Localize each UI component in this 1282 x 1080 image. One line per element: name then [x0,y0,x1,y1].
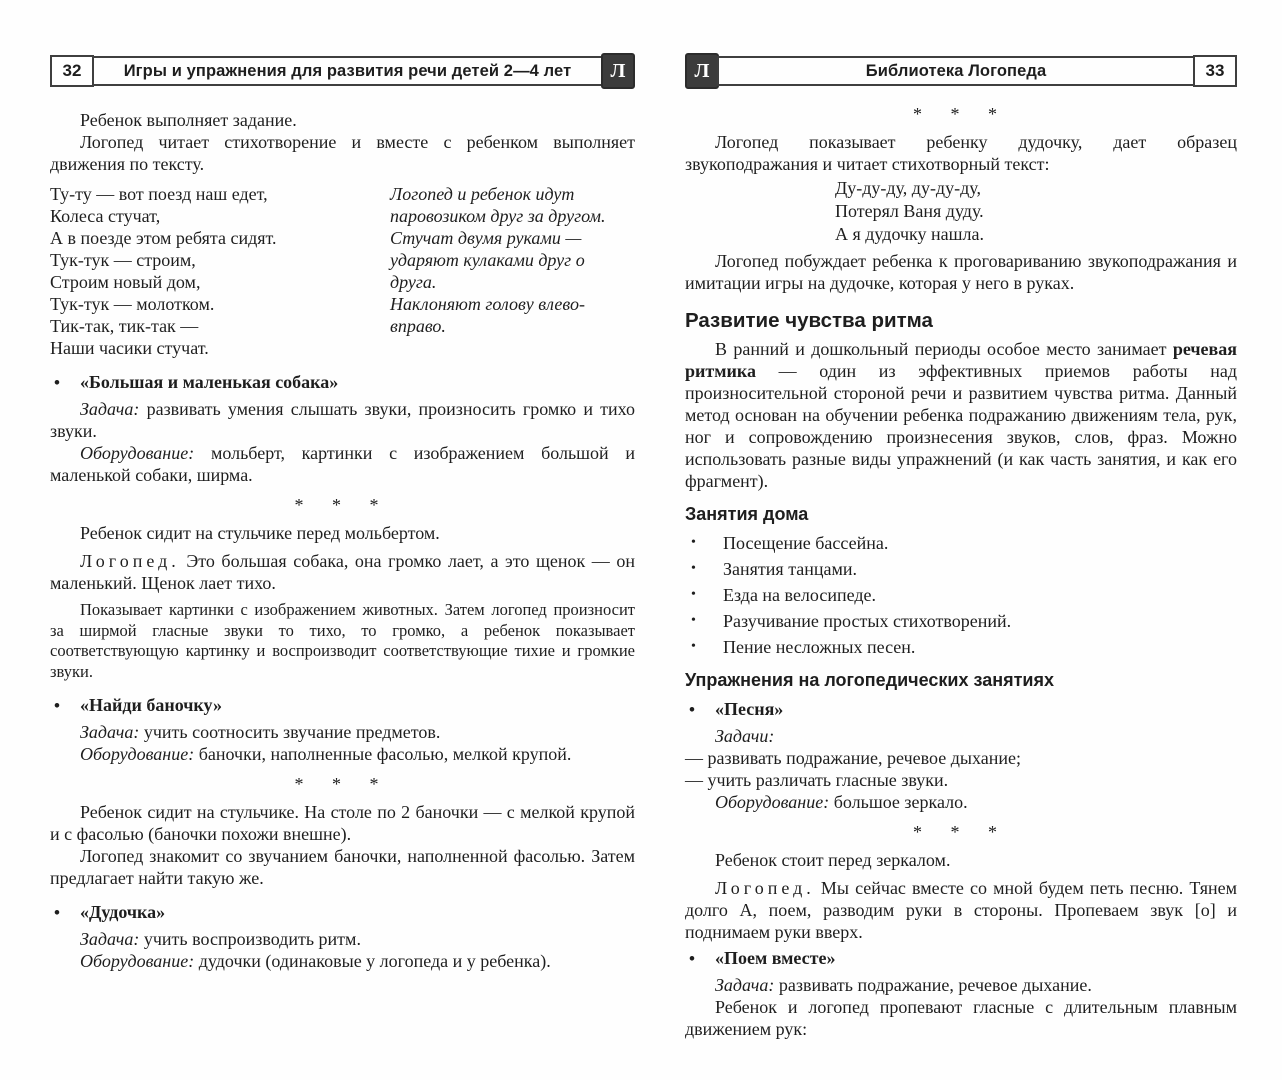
list-item [685,610,1237,632]
paragraph: Ребенок сидит на стульчике. На столе по 2 баночки — с мелкой крупой и с фасолью (баночки похожи внешне). [50,802,635,844]
subsection-heading: Занятия дома [685,504,809,524]
task-label: Задача: [80,929,140,949]
poem-line: Тук-тук — строим, [50,250,196,270]
poem-line: Тик-так, тик-так — [50,316,199,336]
subsection-heading: Упражнения на логопедических занятиях [685,670,1054,690]
task-label: Задача: [80,399,140,419]
paragraph: Ребенок стоит перед зеркалом. [715,850,951,870]
poem-actions [390,183,630,359]
equipment-text: мольберт, картинки с изображением большой и маленькой собаки, ширма. [50,443,635,485]
list-item [685,558,1237,580]
task-text: развивать подражание, речевое дыхание. [778,975,1092,995]
dash-item: — учить различать гласные звуки. [685,770,949,790]
task-text: развивать умения слышать звуки, произносить громко и тихо звуки. [50,399,635,441]
paragraph: Ребенок сидит на стульчике перед мольбертом. [80,523,440,543]
paragraph: Ребенок и логопед пропевают гласные с длительным плавным движением рук: [685,997,1237,1039]
list-item [685,584,1237,606]
paragraph [685,338,1237,492]
page-number: 33 [1193,55,1237,87]
stars-separator: * * * [294,774,391,794]
bulleted-list [685,532,1237,658]
equipment-line [50,442,635,486]
book-page-left [50,55,635,972]
dialog-text: Мы сейчас вместе со мной будем петь песню. Тянем долго А, поем, разводим руки в стороны. Пропеваем звук [о] и поднимаем руки вверх. [685,878,1237,942]
running-head-right [685,55,1237,87]
dialog-line [50,550,635,594]
running-head-left [50,55,635,87]
bullet-icon: • [691,587,696,602]
bullet-icon: • [691,639,696,654]
paragraph-post: — один из эффективных приемов работы над произносительной стороной речи и развитием чувства ритма. Данный метод основан на обучении ребенка подражанию движениям тела, рук, ног и сопровождению произнесения звуков, слов, фраз. Можно использовать разные виды упражнений (и как часть занятия, и как его фрагмент). [685,361,1237,491]
paragraph: Логопед побуждает ребенка к проговариванию звукоподражания и имитации игры на дудочке, которая у него в руках. [685,251,1237,293]
equipment-line [50,743,635,765]
stars-separator: * * * [913,822,1009,842]
equipment-line [50,950,635,972]
game-title [685,947,1237,970]
paragraph: Логопед читает стихотворение и вместе с ребенком выполняет движения по тексту. [50,132,635,174]
game-title [685,698,1237,721]
instruction-note: Показывает картинки с изображением животных. Затем логопед произносит за ширмой гласные звуки то тихо, то громко, а ребенок показывает соответствующую картинку и воспроизводит соответствующие тихие и громкие звуки. [50,600,635,681]
bullet-icon: • [691,613,696,628]
running-head-title: Библиотека Логопеда [717,56,1195,86]
equipment-text: дудочки (одинаковые у логопеда и у ребенка). [198,951,551,971]
task-text: учить воспроизводить ритм. [143,929,361,949]
paragraph: Ребенок выполняет задание. [80,110,297,130]
bullet-icon: • [54,696,60,715]
list-item-text: Езда на велосипеде. [723,585,877,605]
bullet-icon: • [54,373,60,392]
task-line [50,928,635,950]
poem-line: Строим новый дом, [50,272,201,292]
book-page-right [685,55,1237,1040]
poem-line: Наши часики стучат. [50,338,209,358]
dialog-speaker: Логопед. [80,551,180,571]
poem-action: Логопед и ребенок идут паровозиком друг за другом. [390,184,606,226]
bullet-icon: • [54,903,60,922]
equipment-text: большое зеркало. [833,792,968,812]
game-title [50,371,635,394]
task-label: Задача: [80,722,140,742]
task-label: Задача: [715,975,775,995]
poem-block [50,183,635,359]
equipment-text: баночки, наполненные фасолью, мелкой крупой. [198,744,572,764]
equipment-label: Оборудование: [80,443,195,463]
list-item [685,532,1237,554]
page-number: 32 [50,55,94,87]
publisher-logo-icon: Л [601,53,635,89]
task-line [50,721,635,743]
poem-line: Колеса стучат, [50,206,161,226]
task-line [685,974,1237,996]
poem-action: Стучат двумя руками — ударяют кулаками друг о друга. [390,228,585,292]
game-title-text: «Поем вместе» [715,948,836,968]
dialog-line [685,877,1237,943]
bullet-icon: • [689,700,695,719]
task-line [50,398,635,442]
poem-line: А в поезде этом ребята сидят. [50,228,277,248]
paragraph: Логопед показывает ребенку дудочку, дает образец звукоподражания и читает стихотворный текст: [685,132,1237,174]
equipment-label: Оборудование: [715,792,830,812]
game-title-text: «Дудочка» [80,902,166,922]
list-item-text: Разучивание простых стихотворений. [723,611,1012,631]
game-title [50,901,635,924]
tasks-label: Задачи: [715,726,775,746]
bullet-icon: • [691,535,696,550]
equipment-line [685,791,1237,813]
list-item-text: Занятия танцами. [723,559,858,579]
list-item-text: Посещение бассейна. [723,533,889,553]
poem-action: Наклоняют голову влево-вправо. [390,294,585,336]
publisher-logo-icon: Л [685,53,719,89]
bullet-icon: • [691,561,696,576]
verse-block [835,177,1237,246]
game-title-text: «Найди баночку» [80,695,222,715]
stars-separator: * * * [294,495,391,515]
paragraph-bold-term: речевая ритмика [685,339,1237,381]
equipment-label: Оборудование: [80,744,195,764]
verse-line: А я дудочку нашла. [835,224,984,244]
equipment-label: Оборудование: [80,951,195,971]
game-title [50,694,635,717]
stars-separator: * * * [913,104,1009,124]
poem-lines [50,183,390,359]
poem-line: Ту-ту — вот поезд наш едет, [50,184,268,204]
paragraph: Логопед знакомит со звучанием баночки, наполненной фасолью. Затем предлагает найти такую же. [50,846,635,888]
dialog-text: Это большая собака, она громко лает, а это щенок — он маленький. Щенок лает тихо. [50,551,635,593]
verse-line: Потерял Ваня дуду. [835,201,984,221]
section-heading: Развитие чувства ритма [685,309,933,332]
paragraph-pre: В ранний и дошкольный периоды особое место занимает [715,339,1173,359]
dash-item: — развивать подражание, речевое дыхание; [685,748,1021,768]
game-title-text: «Песня» [715,699,784,719]
list-item-text: Пение несложных песен. [723,637,916,657]
verse-line: Ду-ду-ду, ду-ду-ду, [835,178,981,198]
task-text: учить соотносить звучание предметов. [143,722,441,742]
bullet-icon: • [689,949,695,968]
game-title-text: «Большая и маленькая собака» [80,372,339,392]
dialog-speaker: Логопед. [715,878,815,898]
list-item [685,636,1237,658]
running-head-title: Игры и упражнения для развития речи детей 2—4 лет [92,56,603,86]
poem-line: Тук-тук — молотком. [50,294,215,314]
